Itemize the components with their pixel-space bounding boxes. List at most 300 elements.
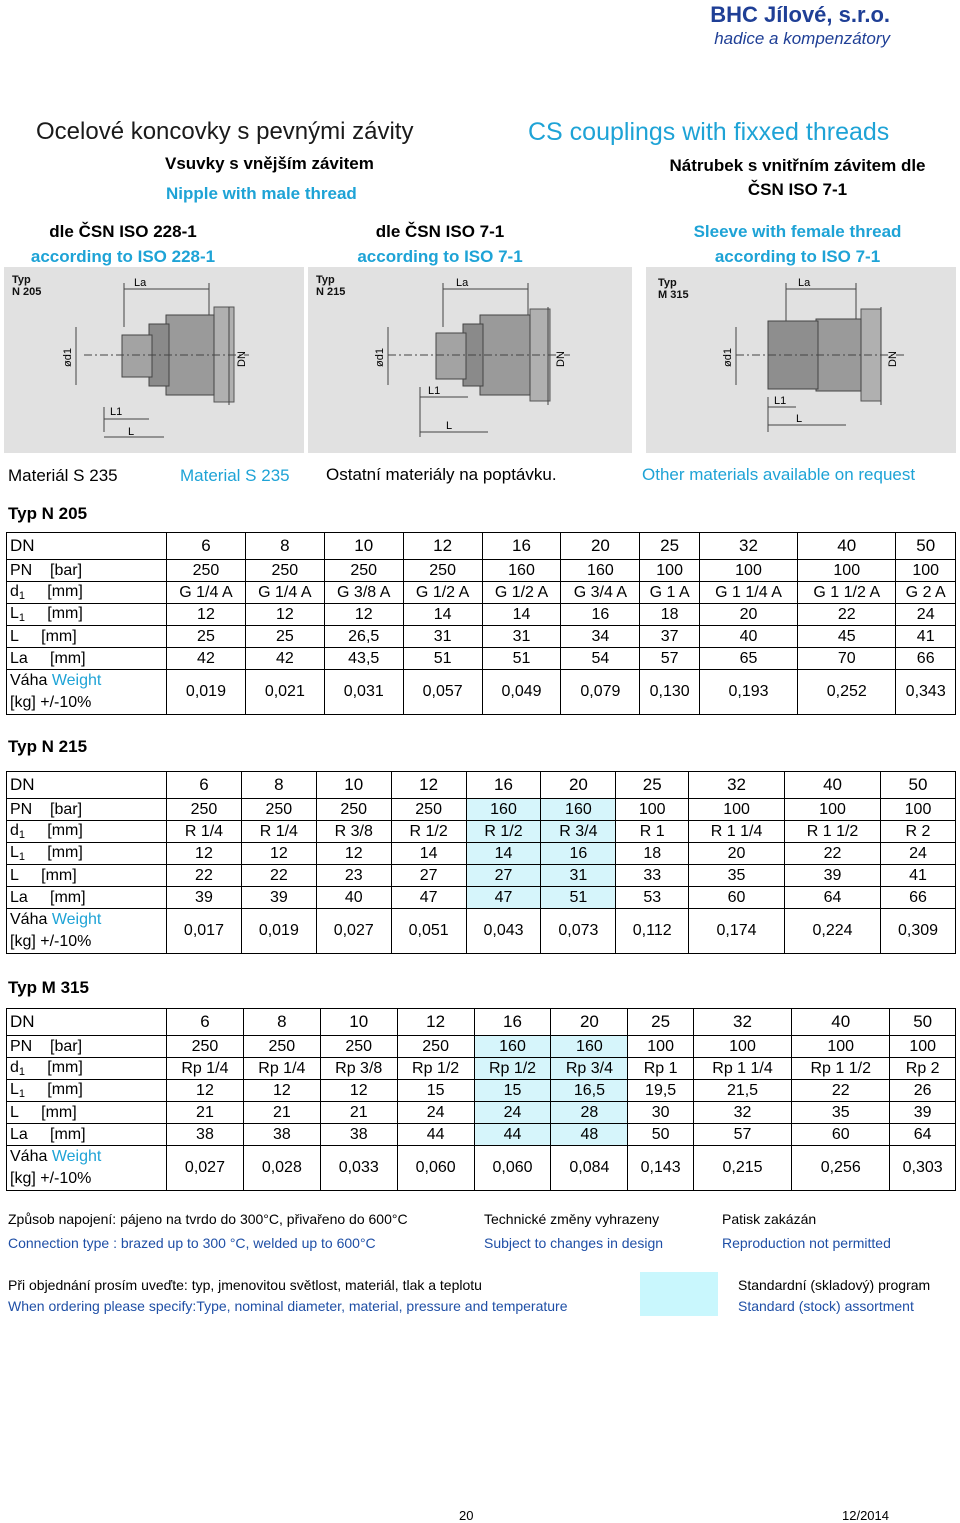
standard-228-en: according to ISO 228-1 [30,247,216,266]
standard-228 [18,219,228,269]
material-en: Material S 235 [180,466,290,485]
row-label: Váha Weight [kg] +/-10% [7,909,167,954]
material-cz: Materiál S 235 [8,466,118,485]
row-label: PN [bar] [7,799,167,821]
diagram-type-label: Typ M 315 [658,277,689,301]
table-row-la [7,648,956,670]
table-cell: 14 [466,843,541,865]
table-cell: 20 [561,533,640,560]
table-cell: 32 [689,772,785,799]
section-title-n215: Typ N 215 [8,737,88,756]
table-cell: 41 [881,865,956,887]
standard-7-1 [335,219,545,269]
row-label: DN [7,1009,167,1036]
table-cell: 250 [391,799,466,821]
table-cell: 50 [896,533,956,560]
other-materials-cz: Ostatní materiály na poptávku. [326,465,557,484]
table-cell: 0,019 [241,909,316,954]
table-cell: 23 [316,865,391,887]
table-cell: 12 [403,533,482,560]
svg-text:La: La [456,277,469,289]
company-tagline: hadice a kompenzátory [714,29,890,48]
table-cell: 54 [561,648,640,670]
table-cell: 66 [881,887,956,909]
table-row-weight [7,670,956,715]
table-cell: 250 [403,560,482,582]
diagram-type-label: Typ N 215 [316,274,346,298]
table-cell: 37 [640,626,700,648]
fitting-drawing-n215 [308,267,632,453]
table-cell: 44 [474,1124,551,1146]
table-cell: 0,143 [628,1146,694,1191]
table-cell: 50 [890,1009,956,1036]
sleeve-title-en-2: according to ISO 7-1 [714,247,881,266]
table-cell: Rp 1/4 [243,1058,320,1080]
table-cell: 40 [316,887,391,909]
table-cell: 160 [561,560,640,582]
table-cell: 16 [541,843,616,865]
table-cell: 12 [167,843,242,865]
fitting-drawing-n205 [4,267,304,453]
table-cell: Rp 2 [890,1058,956,1080]
table-cell: 160 [466,799,541,821]
sleeve-title-en [660,219,935,269]
table-cell: 51 [482,648,561,670]
table-cell: 160 [541,799,616,821]
fitting-drawing-m315 [646,267,956,453]
nipple-title-en: Nipple with male thread [166,184,357,203]
table-cell: 250 [241,799,316,821]
table-cell: 25 [640,533,700,560]
table-row-dn [7,533,956,560]
table-cell: 0,224 [785,909,881,954]
table-cell: 66 [896,648,956,670]
table-cell: 22 [167,865,242,887]
table-cell: 12 [324,604,403,626]
table-cell: 38 [243,1124,320,1146]
table-cell: 6 [167,533,246,560]
table-row-pn [7,799,956,821]
table-cell: 10 [316,772,391,799]
nipple-title-cz: Vsuvky s vnějším závitem [165,154,374,173]
svg-text:DN: DN [887,351,899,367]
table-cell: 39 [785,865,881,887]
table-cell: 100 [890,1036,956,1058]
table-cell: 21 [320,1102,397,1124]
svg-text:L1: L1 [428,385,441,397]
row-label: d1 [mm] [7,821,167,843]
table-cell: 24 [881,843,956,865]
table-row-l [7,626,956,648]
table-cell: 12 [397,1009,474,1036]
table-cell: 32 [699,533,797,560]
table-cell: 0,031 [324,670,403,715]
svg-text:ød1: ød1 [62,348,74,367]
table-cell: 24 [474,1102,551,1124]
table-cell: 51 [403,648,482,670]
table-cell: 70 [798,648,896,670]
table-cell: 34 [561,626,640,648]
table-cell: 100 [699,560,797,582]
table-cell: 35 [689,865,785,887]
table-cell: 26 [890,1080,956,1102]
spec-table-n205 [6,532,956,715]
row-label: Váha Weight [kg] +/-10% [7,1146,167,1191]
table-cell: 42 [167,648,246,670]
table-cell: 250 [324,560,403,582]
row-label: d1 [mm] [7,1058,167,1080]
table-cell: R 3/4 [541,821,616,843]
table-cell: 25 [628,1009,694,1036]
table-cell: 250 [167,560,246,582]
table-cell: 6 [167,1009,244,1036]
table-row-weight [7,1146,956,1191]
table-cell: 38 [320,1124,397,1146]
table-cell: 10 [320,1009,397,1036]
page-title-cz: Ocelové koncovky s pevnými závity [36,118,414,145]
table-row-dn [7,1009,956,1036]
table-cell: R 3/8 [316,821,391,843]
table-cell: 21 [243,1102,320,1124]
table-row-la [7,1124,956,1146]
svg-text:La: La [798,277,811,289]
changes-en: Subject to changes in design [484,1235,664,1251]
table-cell: R 2 [881,821,956,843]
table-cell: 40 [785,772,881,799]
table-cell: 31 [541,865,616,887]
diagram-n205 [4,267,304,453]
table-cell: Rp 1/2 [474,1058,551,1080]
table-cell: Rp 1/2 [397,1058,474,1080]
table-cell: 250 [320,1036,397,1058]
table-cell: 22 [241,865,316,887]
table-cell: 0,027 [316,909,391,954]
table-cell: 51 [541,887,616,909]
table-cell: 24 [896,604,956,626]
table-row-d1 [7,821,956,843]
table-cell: 20 [541,772,616,799]
table-cell: 16,5 [551,1080,628,1102]
table-cell: 100 [896,560,956,582]
table-cell: 0,073 [541,909,616,954]
table-cell: 64 [890,1124,956,1146]
table-cell: 12 [167,1080,244,1102]
row-label: DN [7,533,167,560]
table-cell: 14 [482,604,561,626]
table-cell: 0,215 [693,1146,791,1191]
table-cell: 100 [616,799,689,821]
table-cell: 0,303 [890,1146,956,1191]
row-label: L [mm] [7,865,167,887]
standard-7-1-en: according to ISO 7-1 [357,247,523,266]
table-cell: 22 [798,604,896,626]
table-cell: 0,252 [798,670,896,715]
table-row-dn [7,772,956,799]
table-cell: R 1 1/4 [689,821,785,843]
table-cell: 40 [798,533,896,560]
row-label: PN [bar] [7,1036,167,1058]
table-cell: 57 [693,1124,791,1146]
table-cell: 18 [616,843,689,865]
table-cell: 20 [689,843,785,865]
table-row-pn [7,1036,956,1058]
row-label: Váha Weight [kg] +/-10% [7,670,167,715]
svg-text:DN: DN [555,351,567,367]
table-cell: G 2 A [896,582,956,604]
table-cell: 15 [474,1080,551,1102]
table-cell: 12 [391,772,466,799]
table-cell: 100 [881,799,956,821]
table-cell: 0,033 [320,1146,397,1191]
table-cell: 0,051 [391,909,466,954]
table-cell: R 1 [616,821,689,843]
table-cell: 8 [245,533,324,560]
table-cell: G 1/4 A [167,582,246,604]
table-cell: 47 [466,887,541,909]
table-cell: 250 [245,560,324,582]
table-cell: 33 [616,865,689,887]
table-cell: 60 [792,1124,890,1146]
table-cell: 20 [699,604,797,626]
table-cell: 27 [391,865,466,887]
table-cell: 0,193 [699,670,797,715]
table-cell: Rp 1/4 [167,1058,244,1080]
stock-legend-en: Standard (stock) assortment [738,1298,914,1314]
table-cell: 14 [391,843,466,865]
svg-text:ød1: ød1 [374,348,386,367]
table-cell: 22 [792,1080,890,1102]
svg-text:L1: L1 [774,395,787,407]
table-cell: 0,256 [792,1146,890,1191]
table-cell: 10 [324,533,403,560]
row-label: L1 [mm] [7,843,167,865]
table-cell: 0,060 [397,1146,474,1191]
table-cell: 0,027 [167,1146,244,1191]
table-cell: 160 [482,560,561,582]
table-cell: G 1/4 A [245,582,324,604]
table-row-l [7,1102,956,1124]
row-label: La [mm] [7,1124,167,1146]
table-cell: 19,5 [628,1080,694,1102]
row-label: L [mm] [7,1102,167,1124]
table-cell: 0,130 [640,670,700,715]
table-cell: Rp 1 1/2 [792,1058,890,1080]
table-cell: 12 [243,1080,320,1102]
connection-type-en: Connection type : brazed up to 300 °C, welded up to 600°C [8,1235,376,1251]
reproduction-cz: Patisk zakázán [722,1211,817,1227]
table-cell: G 1 A [640,582,700,604]
table-cell: R 1/4 [167,821,242,843]
row-label: La [mm] [7,648,167,670]
table-cell: 100 [785,799,881,821]
table-cell: 44 [397,1124,474,1146]
sleeve-title-cz [640,154,955,202]
table-cell: 31 [403,626,482,648]
table-cell: 57 [640,648,700,670]
table-cell: G 3/8 A [324,582,403,604]
table-cell: 0,079 [561,670,640,715]
table-cell: Rp 3/4 [551,1058,628,1080]
section-title-m315: Typ M 315 [8,978,89,997]
table-cell: 12 [320,1080,397,1102]
table-cell: 39 [890,1102,956,1124]
table-row-weight [7,909,956,954]
table-cell: 18 [640,604,700,626]
table-cell: 0,028 [243,1146,320,1191]
page-title-en: CS couplings with fixxed threads [528,118,890,146]
row-label: d1 [mm] [7,582,167,604]
table-cell: 0,043 [466,909,541,954]
table-cell: 0,049 [482,670,561,715]
svg-text:L1: L1 [110,406,123,418]
row-label: DN [7,772,167,799]
table-cell: 100 [628,1036,694,1058]
table-cell: 45 [798,626,896,648]
table-cell: 43,5 [324,648,403,670]
table-cell: 100 [792,1036,890,1058]
table-cell: 21 [167,1102,244,1124]
table-row-l1 [7,1080,956,1102]
table-cell: 42 [245,648,324,670]
table-cell: 12 [241,843,316,865]
order-note-cz: Při objednání prosím uveďte: typ, jmenovitou světlost, materiál, tlak a teplotu [8,1277,482,1293]
table-cell: 250 [243,1036,320,1058]
table-cell: 48 [551,1124,628,1146]
table-cell: 20 [551,1009,628,1036]
table-cell: 100 [798,560,896,582]
table-row-d1 [7,582,956,604]
table-cell: R 1/4 [241,821,316,843]
other-materials-en: Other materials available on request [642,465,916,484]
table-cell: 16 [561,604,640,626]
table-cell: 47 [391,887,466,909]
table-cell: 16 [466,772,541,799]
changes-cz: Technické změny vyhrazeny [484,1211,660,1227]
svg-text:La: La [134,277,147,289]
table-cell: 15 [397,1080,474,1102]
table-cell: 25 [616,772,689,799]
table-row-l [7,865,956,887]
table-cell: G 3/4 A [561,582,640,604]
table-cell: 16 [482,533,561,560]
reproduction-en: Reproduction not permitted [722,1235,891,1251]
table-cell: 0,057 [403,670,482,715]
table-cell: 21,5 [693,1080,791,1102]
page-number: 20 [459,1508,474,1523]
table-cell: 39 [241,887,316,909]
table-cell: 39 [167,887,242,909]
table-cell: 35 [792,1102,890,1124]
connection-type-cz: Způsob napojení: pájeno na tvrdo do 300°C, přivařeno do 600°C [8,1211,408,1227]
table-cell: G 1 1/4 A [699,582,797,604]
diagram-n215 [308,267,632,453]
table-cell: 250 [167,1036,244,1058]
table-cell: 40 [792,1009,890,1036]
row-label: PN [bar] [7,560,167,582]
table-cell: Rp 1 [628,1058,694,1080]
table-cell: 38 [167,1124,244,1146]
table-cell: 0,084 [551,1146,628,1191]
table-cell: 31 [482,626,561,648]
table-cell: 100 [640,560,700,582]
table-cell: 0,309 [881,909,956,954]
svg-text:ød1: ød1 [722,348,734,367]
spec-table-n215 [6,771,956,954]
sleeve-title-cz-2: ČSN ISO 7-1 [747,180,848,199]
table-cell: 12 [316,843,391,865]
table-cell: R 1/2 [391,821,466,843]
table-cell: G 1 1/2 A [798,582,896,604]
table-cell: 60 [689,887,785,909]
table-cell: 41 [896,626,956,648]
sleeve-title-en-1: Sleeve with female thread [693,222,902,241]
table-cell: 16 [474,1009,551,1036]
table-cell: G 1/2 A [482,582,561,604]
company-header [710,2,890,49]
table-cell: 53 [616,887,689,909]
row-label: L1 [mm] [7,604,167,626]
table-cell: 0,174 [689,909,785,954]
svg-text:L: L [796,413,803,425]
table-cell: 0,060 [474,1146,551,1191]
table-cell: 12 [167,604,246,626]
table-cell: 0,017 [167,909,242,954]
table-cell: 14 [403,604,482,626]
sleeve-title-cz-1: Nátrubek s vnitřním závitem dle [669,156,926,175]
table-cell: 30 [628,1102,694,1124]
table-cell: 24 [397,1102,474,1124]
table-cell: 40 [699,626,797,648]
row-label: La [mm] [7,887,167,909]
table-cell: G 1/2 A [403,582,482,604]
table-cell: R 1/2 [466,821,541,843]
table-cell: 250 [397,1036,474,1058]
table-cell: 50 [628,1124,694,1146]
row-label: L1 [mm] [7,1080,167,1102]
svg-text:L: L [128,426,135,438]
company-name: BHC Jílové, s.r.o. [710,2,890,27]
standard-7-1-cz: dle ČSN ISO 7-1 [375,222,505,241]
spec-table-m315 [6,1008,956,1191]
table-cell: 100 [689,799,785,821]
table-cell: 0,021 [245,670,324,715]
table-cell: 25 [245,626,324,648]
table-cell: 25 [167,626,246,648]
table-cell: 0,343 [896,670,956,715]
stock-legend-cz: Standardní (skladový) program [738,1277,931,1293]
table-cell: 250 [316,799,391,821]
table-cell: 12 [245,604,324,626]
diagram-type-label: Typ N 205 [12,274,42,298]
table-cell: 100 [693,1036,791,1058]
svg-text:L: L [446,420,453,432]
table-cell: 50 [881,772,956,799]
table-cell: 160 [551,1036,628,1058]
table-cell: 0,112 [616,909,689,954]
stock-legend-swatch [640,1272,718,1316]
table-cell: Rp 1 1/4 [693,1058,791,1080]
table-cell: 8 [241,772,316,799]
diagram-m315 [646,267,956,453]
table-row-l1 [7,604,956,626]
table-cell: R 1 1/2 [785,821,881,843]
table-cell: 64 [785,887,881,909]
table-row-pn [7,560,956,582]
row-label: L [mm] [7,626,167,648]
table-cell: 160 [474,1036,551,1058]
table-cell: 32 [693,1102,791,1124]
table-cell: 0,019 [167,670,246,715]
